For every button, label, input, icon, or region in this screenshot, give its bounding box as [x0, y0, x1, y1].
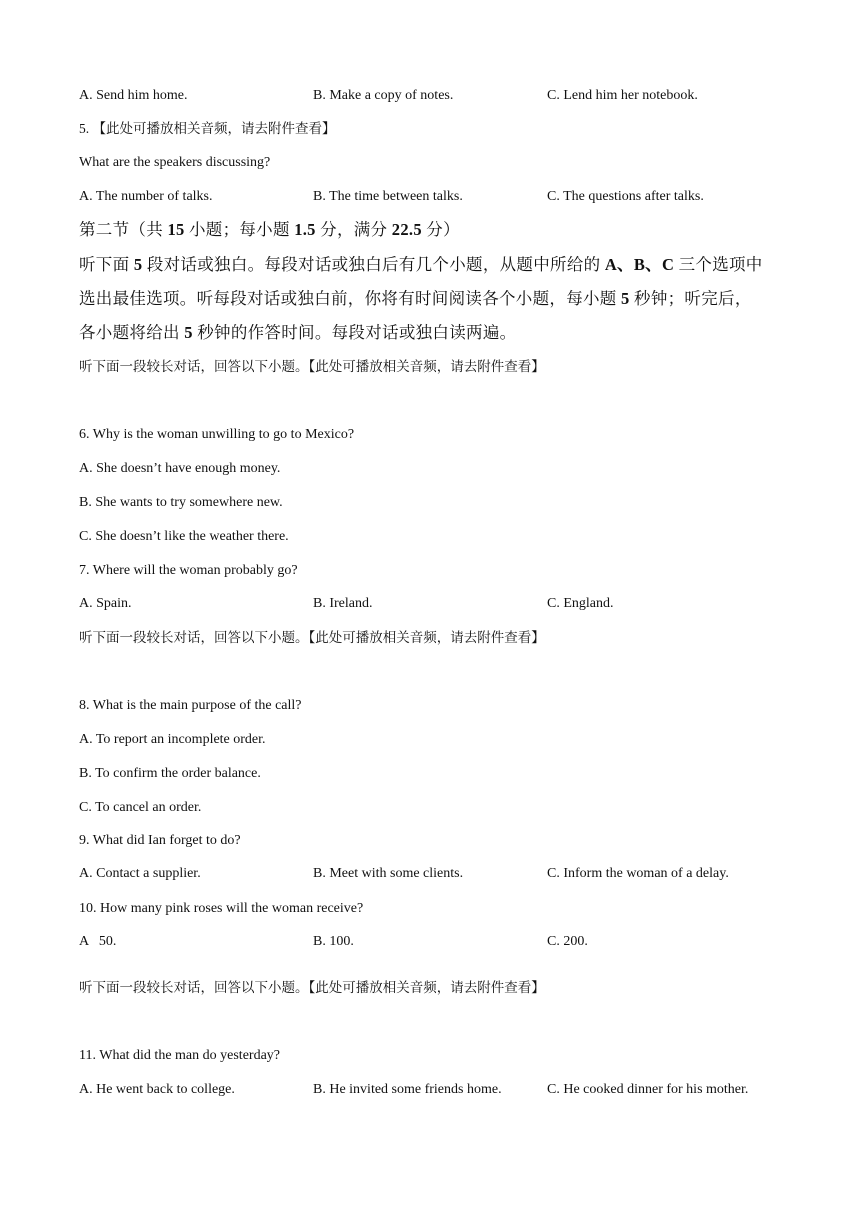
q7-question: 7. Where will the woman probably go?	[79, 563, 298, 578]
q10-option-c: C. 200.	[547, 934, 588, 949]
q8-option-a: A. To report an incomplete order.	[79, 732, 266, 747]
q11-question: 11. What did the man do yesterday?	[79, 1048, 280, 1063]
q4-option-b: B. Make a copy of notes.	[313, 88, 454, 103]
section2-instruction-line2: 选出最佳选项。听每段对话或独白前，你将有时间阅读各个小题，每小题 5 秒钟；听完后，	[79, 289, 752, 308]
q9-option-a: A. Contact a supplier.	[79, 866, 201, 881]
q6-question: 6. Why is the woman unwilling to go to Mexico?	[79, 427, 355, 442]
q10-option-a: A 50.	[79, 934, 117, 949]
q6-option-b: B. She wants to try somewhere new.	[79, 495, 283, 510]
q4-option-a: A. Send him home.	[79, 88, 188, 103]
q9-question: 9. What did Ian forget to do?	[79, 833, 241, 848]
q11-option-b: B. He invited some friends home.	[313, 1082, 502, 1097]
dialog-intro-1: 听下面一段较长对话，回答以下小题。【此处可播放相关音频，请去附件查看】	[79, 359, 545, 374]
q8-question: 8. What is the main purpose of the call?	[79, 698, 302, 713]
section2-instruction-line3: 各小题将给出 5 秒钟的作答时间。每段对话或独白读两遍。	[79, 323, 517, 342]
q8-option-b: B. To confirm the order balance.	[79, 766, 261, 781]
q5-option-c: C. The questions after talks.	[547, 189, 704, 204]
q9-option-c: C. Inform the woman of a delay.	[547, 866, 729, 881]
q6-option-c: C. She doesn’t like the weather there.	[79, 529, 289, 544]
q5-question: What are the speakers discussing?	[79, 155, 271, 170]
q5-audio-note: 5. 【此处可播放相关音频，请去附件查看】	[79, 121, 336, 136]
q5-option-b: B. The time between talks.	[313, 189, 463, 204]
section2-instruction-line1: 听下面 5 段对话或独白。每段对话或独白后有几个小题，从题中所给的 A、B、C 三个选项中	[79, 255, 763, 274]
q9-option-b: B. Meet with some clients.	[313, 866, 464, 881]
q6-option-a: A. She doesn’t have enough money.	[79, 461, 281, 476]
dialog-intro-3: 听下面一段较长对话，回答以下小题。【此处可播放相关音频，请去附件查看】	[79, 980, 545, 995]
q11-option-a: A. He went back to college.	[79, 1082, 235, 1097]
q7-option-b: B. Ireland.	[313, 596, 373, 611]
q5-option-a: A. The number of talks.	[79, 189, 213, 204]
section2-heading: 第二节（共 15 小题；每小题 1.5 分，满分 22.5 分）	[79, 220, 460, 239]
q7-option-a: A. Spain.	[79, 596, 132, 611]
q10-question: 10. How many pink roses will the woman receive?	[79, 901, 364, 916]
dialog-intro-2: 听下面一段较长对话，回答以下小题。【此处可播放相关音频，请去附件查看】	[79, 630, 545, 645]
q10-option-b: B. 100.	[313, 934, 354, 949]
q4-option-c: C. Lend him her notebook.	[547, 88, 698, 103]
q7-option-c: C. England.	[547, 596, 614, 611]
q8-option-c: C. To cancel an order.	[79, 800, 202, 815]
q11-option-c: C. He cooked dinner for his mother.	[547, 1082, 749, 1097]
